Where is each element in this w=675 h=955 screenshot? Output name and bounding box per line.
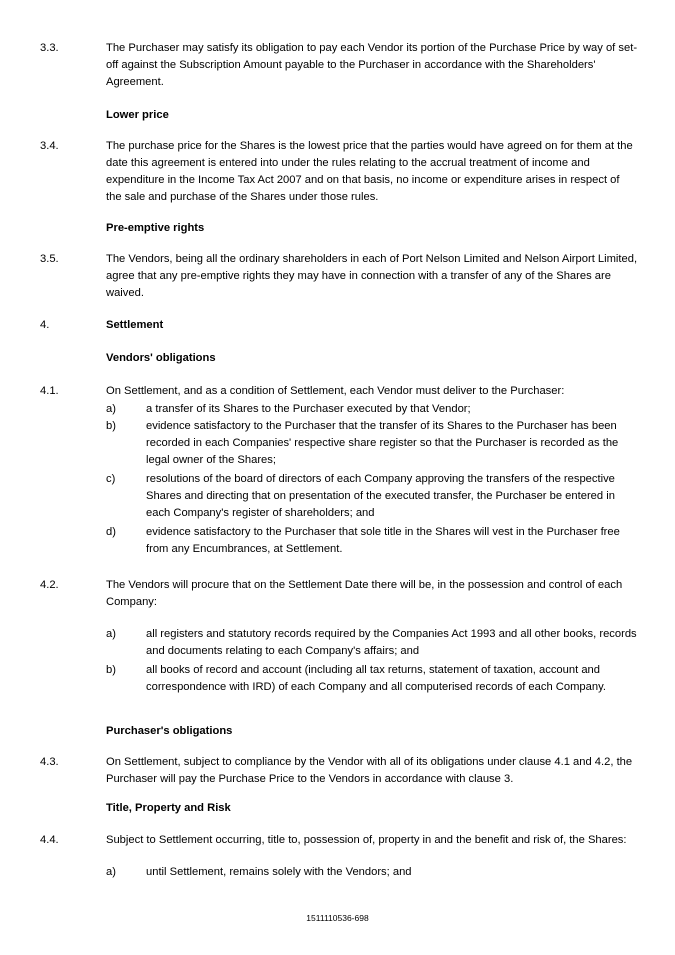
list-item-text: until Settlement, remains solely with the Vendors; and	[146, 866, 412, 878]
list-item-text: evidence satisfactory to the Purchaser that sole title in the Shares will vest in the Purchaser free from any Encumbrances, at Settlement.	[146, 526, 620, 555]
clause-text: Subject to Settlement occurring, title to, possession of, property in and the benefit and risk of, the Shares:	[106, 834, 627, 846]
heading-title-property-risk: Title, Property and Risk	[106, 802, 231, 814]
heading-vendors-obligations: Vendors' obligations	[106, 352, 216, 364]
list-item-label: a)	[106, 403, 116, 415]
list-item-text: a transfer of its Shares to the Purchaser executed by that Vendor;	[146, 403, 471, 415]
list-item-text: resolutions of the board of directors of each Company approving the transfers of the respective Shares and directing that on presentation of the executed transfer, the Purchaser be entered in each Company's register of shareholders; and	[146, 473, 615, 519]
clause-number: 4.3.	[40, 756, 59, 768]
clause-number: 4.4.	[40, 834, 59, 846]
heading-lower-price: Lower price	[106, 109, 169, 121]
clause-number: 4.	[40, 319, 50, 331]
clause-text: The Purchaser may satisfy its obligation to pay each Vendor its portion of the Purchase Price by way of set-off against the Subscription Amount payable to the Purchaser in accordance with the Shareholders' Agreement.	[106, 42, 638, 88]
clause-number: 3.5.	[40, 253, 59, 265]
clause-text: The Vendors, being all the ordinary shareholders in each of Port Nelson Limited and Nelson Airport Limited, agree that any pre-emptive rights they may have in connection with a transfer of any of the Shares are waived.	[106, 253, 638, 299]
clause-number: 3.4.	[40, 140, 59, 152]
clause-number: 4.1.	[40, 385, 59, 397]
clause-text: On Settlement, subject to compliance by the Vendor with all of its obligations under clause 4.1 and 4.2, the Purchaser will pay the Purchase Price to the Vendors in accordance with clause 3.	[106, 756, 633, 785]
list-item-label: d)	[106, 526, 116, 538]
heading-purchasers-obligations: Purchaser's obligations	[106, 725, 233, 737]
list-item-label: b)	[106, 664, 116, 676]
clause-number: 4.2.	[40, 579, 59, 591]
list-item-label: a)	[106, 866, 116, 878]
clause-text: On Settlement, and as a condition of Settlement, each Vendor must deliver to the Purchaser:	[106, 385, 565, 397]
list-item-text: evidence satisfactory to the Purchaser that the transfer of its Shares to the Purchaser has been recorded in each Companies' respective share register so that the Purchaser is recorded as the legal owner of the Shares;	[146, 420, 619, 466]
list-item-label: b)	[106, 420, 116, 432]
list-item-text: all registers and statutory records required by the Companies Act 1993 and all other books, records and documents relating to each Company's affairs; and	[146, 628, 637, 657]
clause-text: The purchase price for the Shares is the lowest price that the parties would have agreed on for them at the date this agreement is entered into under the rules relating to the accrual treatment of income and expenditure in the Income Tax Act 2007 and on that basis, no income or expenditure arises in respect of the sale and purchase of the Shares under those rules.	[106, 140, 633, 203]
footer-document-id: 1511110536-698	[306, 913, 369, 923]
section-title: Settlement	[106, 319, 164, 331]
list-item-text: all books of record and account (including all tax returns, statement of taxation, account and correspondence with IRD) of each Company and all computerised records of each Company.	[146, 664, 606, 693]
heading-pre-emptive-rights: Pre-emptive rights	[106, 222, 205, 234]
clause-text: The Vendors will procure that on the Settlement Date there will be, in the possession and control of each Company:	[106, 579, 623, 608]
clause-number: 3.3.	[40, 42, 59, 54]
list-item-label: c)	[106, 473, 116, 485]
list-item-label: a)	[106, 628, 116, 640]
